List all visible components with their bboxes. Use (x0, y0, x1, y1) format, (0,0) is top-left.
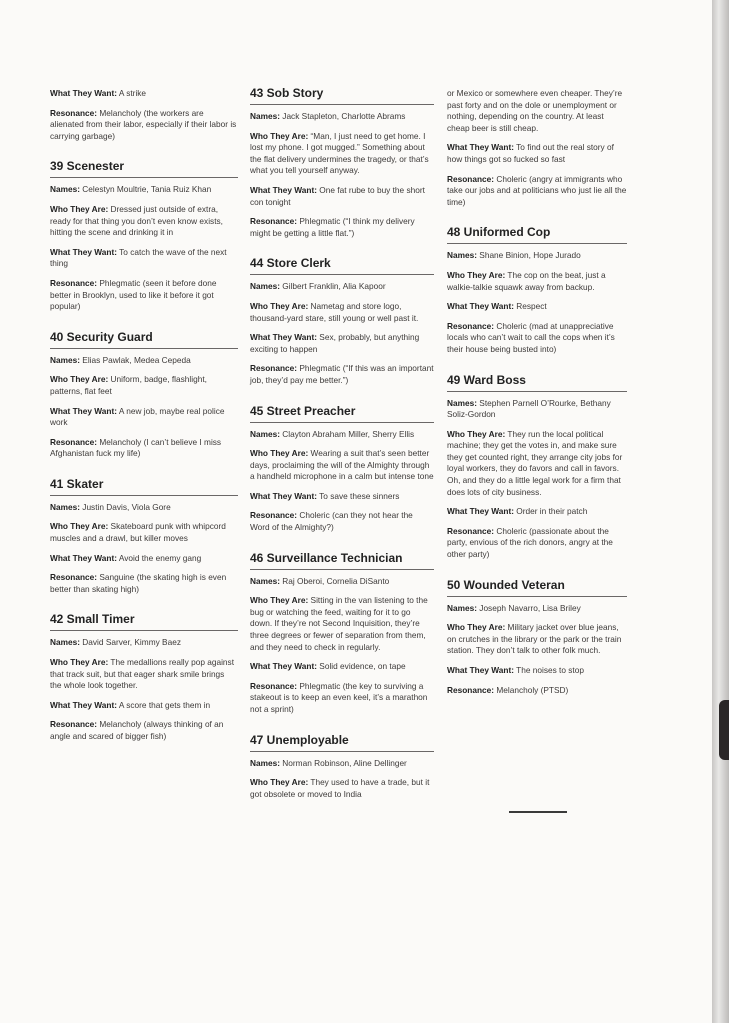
entry-wounded-veteran (447, 578, 627, 697)
want-field: What They Want: Sex, probably, but anything exciting to happen (250, 332, 420, 354)
resonance-field: Resonance: Choleric (angry at immigrants who take our jobs and at politicians who just lie all the time) (447, 173, 627, 207)
who-field: Who They Are: The medallions really pop against that track suit, but that eager shark smile brings the whole look together. (50, 657, 234, 691)
want-field: What They Want: To find out the real story of how things got so fucked so fast (447, 142, 614, 164)
resonance-field: Resonance: Phlegmatic (seen it before done better in Brooklyn, used to like it before it got popular) (50, 277, 217, 312)
who-field: Who They Are: The cop on the beat, just a walkie-talkie squawk away from backup. (447, 269, 606, 292)
who-field: Who They Are: “Man, I just need to get home. I lost my phone. I got mugged.” Something about the flat delivery undermines the tragedy, or that’s what you tell yourself anyway. (250, 130, 429, 176)
names-field: Names: Elias Pawlak, Medea Cepeda (50, 354, 191, 365)
entry-scenester (50, 159, 238, 312)
want-field: What They Want: The noises to stop (447, 665, 584, 675)
who-field: Who They Are: Uniform, badge, flashlight, patterns, flat feet (50, 374, 207, 396)
want-field: What They Want: To catch the wave of the next thing (50, 246, 227, 269)
names-field: Names: Justin Davis, Viola Gore (50, 501, 171, 512)
want-field: What They Want: Respect (447, 301, 547, 312)
names-field: Names: Gilbert Franklin, Alia Kapoor (250, 281, 386, 292)
entry-heading: 48 Uniformed Cop (447, 225, 627, 244)
names-field: Names: Stephen Parnell O’Rourke, Bethany Soliz-Gordon (447, 397, 611, 420)
resonance-field: Resonance: Phlegmatic (“I think my delivery might be getting a little flat.”) (250, 216, 415, 238)
resonance-field: Resonance: Choleric (can they not hear the Word of the Almighty?) (250, 510, 413, 533)
column-middle (250, 86, 434, 817)
entry-sob-story (250, 86, 434, 239)
entry-heading: 39 Scenester (50, 159, 238, 178)
who-field: Who They Are: They run the local political machine; they get the votes in, and make sure they get counted right, they arrange city jobs for loyal workers, they do favors and call in favors. Oh, and they do a little legal work for a firm that does lots of city business. (447, 428, 623, 497)
resonance-field: Resonance: Melancholy (PTSD) (447, 684, 569, 695)
resonance-field: Resonance: Sanguine (the skating high is even better than skating high) (50, 572, 227, 594)
entry-surveillance-technician (250, 551, 434, 716)
who-field-continued: or Mexico or somewhere even cheaper. They’re past forty and on the dole or unemployment or nothing, depending on the country. At least cheap beer is still cheap. (447, 88, 623, 133)
resonance-field: Resonance: Melancholy (the workers are alienated from their labor, especially if their labor is carrying garbage) (50, 107, 237, 141)
entry-heading: 40 Security Guard (50, 330, 238, 349)
column-left (50, 88, 238, 760)
entry-heading: 45 Street Preacher (250, 404, 434, 423)
names-field: Names: Jack Stapleton, Charlotte Abrams (250, 111, 406, 121)
resonance-field: Resonance: Choleric (mad at unappreciative locals who can’t wait to call the cops when it’s their house being busted into) (447, 320, 615, 354)
entry-heading: 43 Sob Story (250, 86, 434, 105)
entry-heading: 41 Skater (50, 477, 238, 496)
resonance-field: Resonance: Melancholy (always thinking of an angle and scared of bigger fish) (50, 719, 224, 741)
who-field: Who They Are: Wearing a suit that’s seen better days, proclaiming the will of the Almighty through a handheld microphone in a calm but intense tone (250, 448, 434, 482)
want-field: What They Want: One fat rube to buy the short con tonight (250, 184, 425, 207)
want-field: What They Want: A new job, maybe real police work (50, 405, 225, 428)
resonance-field: Resonance: Phlegmatic (the key to surviving a stakeout is to keep an even keel, it’s a marathon not a sprint) (250, 680, 428, 714)
want-field: What They Want: Avoid the enemy gang (50, 552, 202, 563)
names-field: Names: Celestyn Moultrie, Tania Ruiz Khan (50, 184, 212, 195)
entry-heading: 42 Small Timer (50, 612, 238, 631)
entry-small-timer (50, 612, 238, 742)
want-field: What They Want: A strike (50, 88, 147, 98)
names-field: Names: Clayton Abraham Miller, Sherry Ellis (250, 428, 415, 439)
page-edge-shadow (719, 700, 729, 760)
resonance-field: Resonance: Melancholy (I can’t believe I miss Afghanistan fuck my life) (50, 436, 222, 459)
names-field: Names: Raj Oberoi, Cornelia DiSanto (250, 575, 390, 586)
want-field: What They Want: A score that gets them in (50, 699, 211, 710)
entry-unemployable (250, 733, 434, 801)
entry-heading: 47 Unemployable (250, 733, 434, 752)
who-field: Who They Are: Sitting in the van listening to the bug or watching the feed, waiting for it to go down. If they’re not Second Inquisition, they’re three degrees or fewer of separation from them, and they need to check in regularly. (250, 595, 428, 652)
who-field: Who They Are: Skateboard punk with whipcord muscles and a drawl, but killer moves (50, 521, 226, 544)
entry-security-guard (50, 330, 238, 460)
names-field: Names: Norman Robinson, Aline Dellinger (250, 757, 407, 768)
want-field: What They Want: Solid evidence, on tape (250, 661, 406, 672)
entry-continued (447, 88, 627, 208)
names-field: Names: Joseph Navarro, Lisa Briley (447, 602, 581, 613)
names-field: Names: Shane Binion, Hope Jurado (447, 250, 581, 261)
entry-store-clerk (250, 256, 434, 386)
want-field: What They Want: To save these sinners (250, 490, 400, 501)
column-right (447, 88, 627, 713)
entry-continued (50, 88, 238, 142)
entry-street-preacher (250, 404, 434, 534)
entry-heading: 49 Ward Boss (447, 373, 627, 392)
who-field: Who They Are: They used to have a trade, but it got obsolete or moved to India (250, 777, 430, 799)
section-end-divider (509, 811, 567, 813)
want-field: What They Want: Order in their patch (447, 506, 588, 517)
entry-heading: 50 Wounded Veteran (447, 578, 627, 597)
resonance-field: Resonance: Phlegmatic (“If this was an important job, they’d pay me better.”) (250, 363, 434, 385)
book-binding-edge (712, 0, 729, 1023)
resonance-field: Resonance: Choleric (passionate about the party, envious of the rich donors, angry at the other party) (447, 525, 613, 560)
who-field: Who They Are: Nametag and store logo, thousand-yard stare, still young or well past it. (250, 300, 419, 323)
entry-uniformed-cop (447, 225, 627, 355)
who-field: Who They Are: Military jacket over blue jeans, on crutches in the library or the park or the train station. They don’t talk to other folk much. (447, 622, 622, 656)
entry-heading: 44 Store Clerk (250, 256, 434, 275)
names-field: Names: David Sarver, Kimmy Baez (50, 637, 181, 648)
entry-ward-boss (447, 373, 627, 561)
entry-heading: 46 Surveillance Technician (250, 551, 434, 570)
who-field: Who They Are: Dressed just outside of extra, ready for that thing you don’t even know exists, hitting the scene and drinking it in (50, 203, 223, 238)
entry-skater (50, 477, 238, 596)
